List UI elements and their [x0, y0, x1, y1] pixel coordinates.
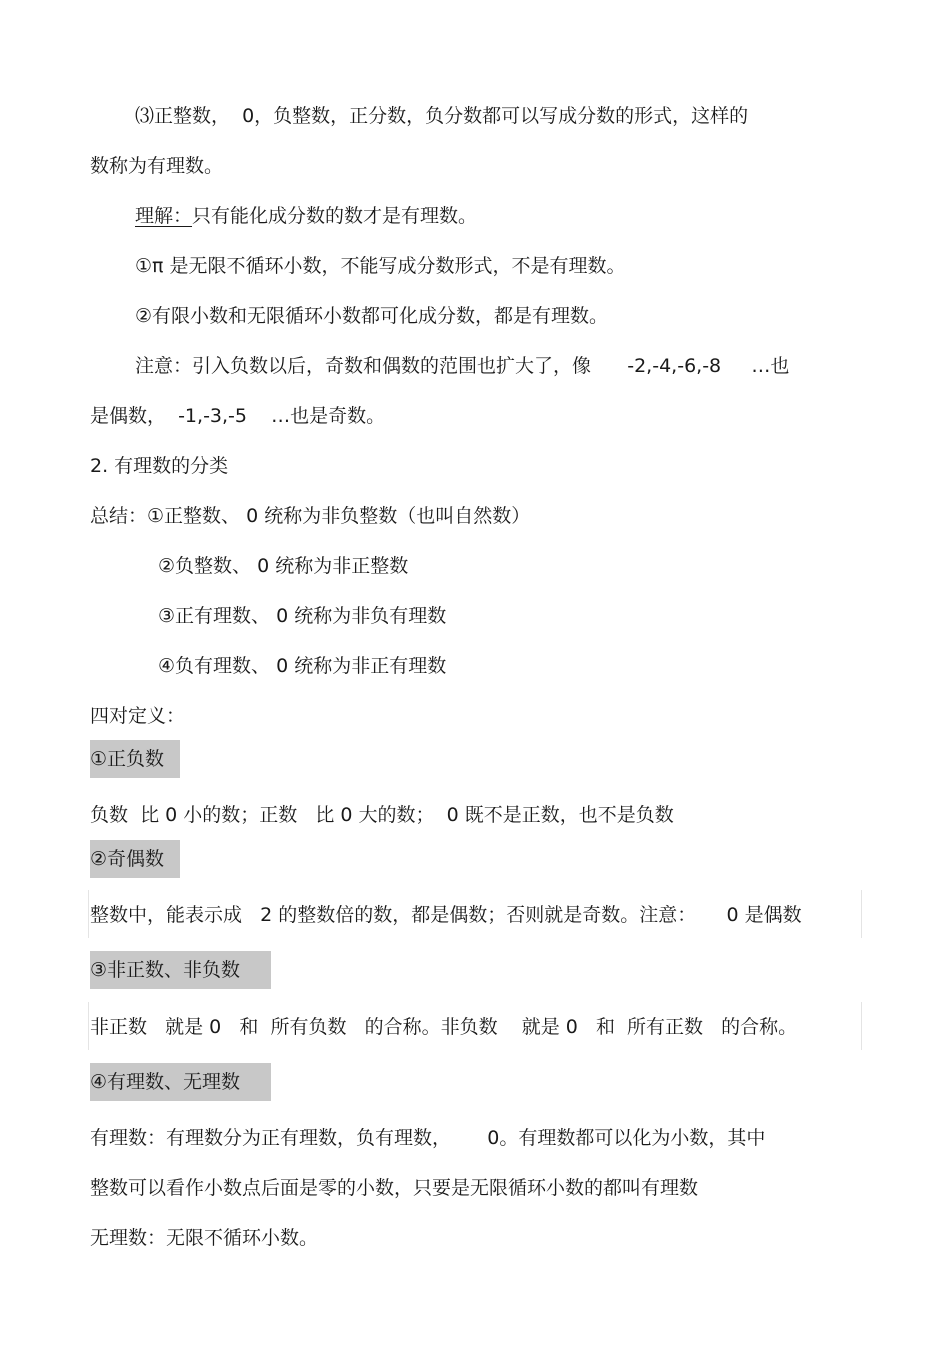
parity-note: 注意：引入负数以后，奇数和偶数的范围也扩大了，像 -2,-4,-6,-8 …也 [135, 355, 790, 377]
understanding-text: 只有能化成分数的数才是有理数。 [192, 205, 478, 227]
section-heading-classification: 2. 有理数的分类 [90, 455, 229, 477]
definition-body-rational: 有理数：有理数分为正有理数，负有理数， 0。有理数都可以化为小数，其中 [90, 1127, 766, 1149]
definition-body-sign: 负数 比 0 小的数；正数 比 0 大的数； 0 既不是正数，也不是负数 [90, 804, 674, 826]
note-item-decimals: ②有限小数和无限循环小数都可化成分数，都是有理数。 [135, 305, 609, 327]
paragraph-rational-definition-cont: 数称为有理数。 [90, 155, 224, 177]
definition-body-rational-cont: 整数可以看作小数点后面是零的小数，只要是无限循环小数的都叫有理数 [90, 1177, 699, 1199]
definition-body-nonpos-nonneg: 非正数 就是 0 和 所有负数 的合称。非负数 就是 0 和 所有正数 的合称。 [90, 1016, 798, 1038]
paragraph-rational-definition: ⑶正整数， 0，负整数，正分数，负分数都可以写成分数的形式，这样的 [135, 105, 749, 127]
summary-item-1: 总结：①正整数、 0 统称为非负整数（也叫自然数） [90, 505, 531, 527]
note-item-pi: ①π 是无限不循环小数，不能写成分数形式，不是有理数。 [135, 255, 626, 277]
definition-heading-nonpos-nonneg: ③非正数、非负数 [90, 951, 271, 989]
parity-note-cont: 是偶数， -1,-3,-5 …也是奇数。 [90, 405, 386, 427]
definition-heading-sign: ①正负数 [90, 740, 180, 778]
summary-item-2: ②负整数、 0 统称为非正整数 [158, 555, 409, 577]
definition-body-irrational: 无理数：无限不循环小数。 [90, 1227, 319, 1249]
definition-heading-rational-irrational: ④有理数、无理数 [90, 1063, 271, 1101]
understanding-note [135, 203, 477, 229]
definition-body-parity: 整数中，能表示成 2 的整数倍的数，都是偶数；否则就是奇数。注意： 0 是偶数 [90, 904, 802, 926]
summary-item-3: ③正有理数、 0 统称为非负有理数 [158, 605, 447, 627]
definitions-heading: 四对定义： [90, 705, 186, 727]
definition-heading-parity: ②奇偶数 [90, 840, 180, 878]
summary-item-4: ④负有理数、 0 统称为非正有理数 [158, 655, 447, 677]
understanding-label: 理解： [135, 205, 193, 227]
